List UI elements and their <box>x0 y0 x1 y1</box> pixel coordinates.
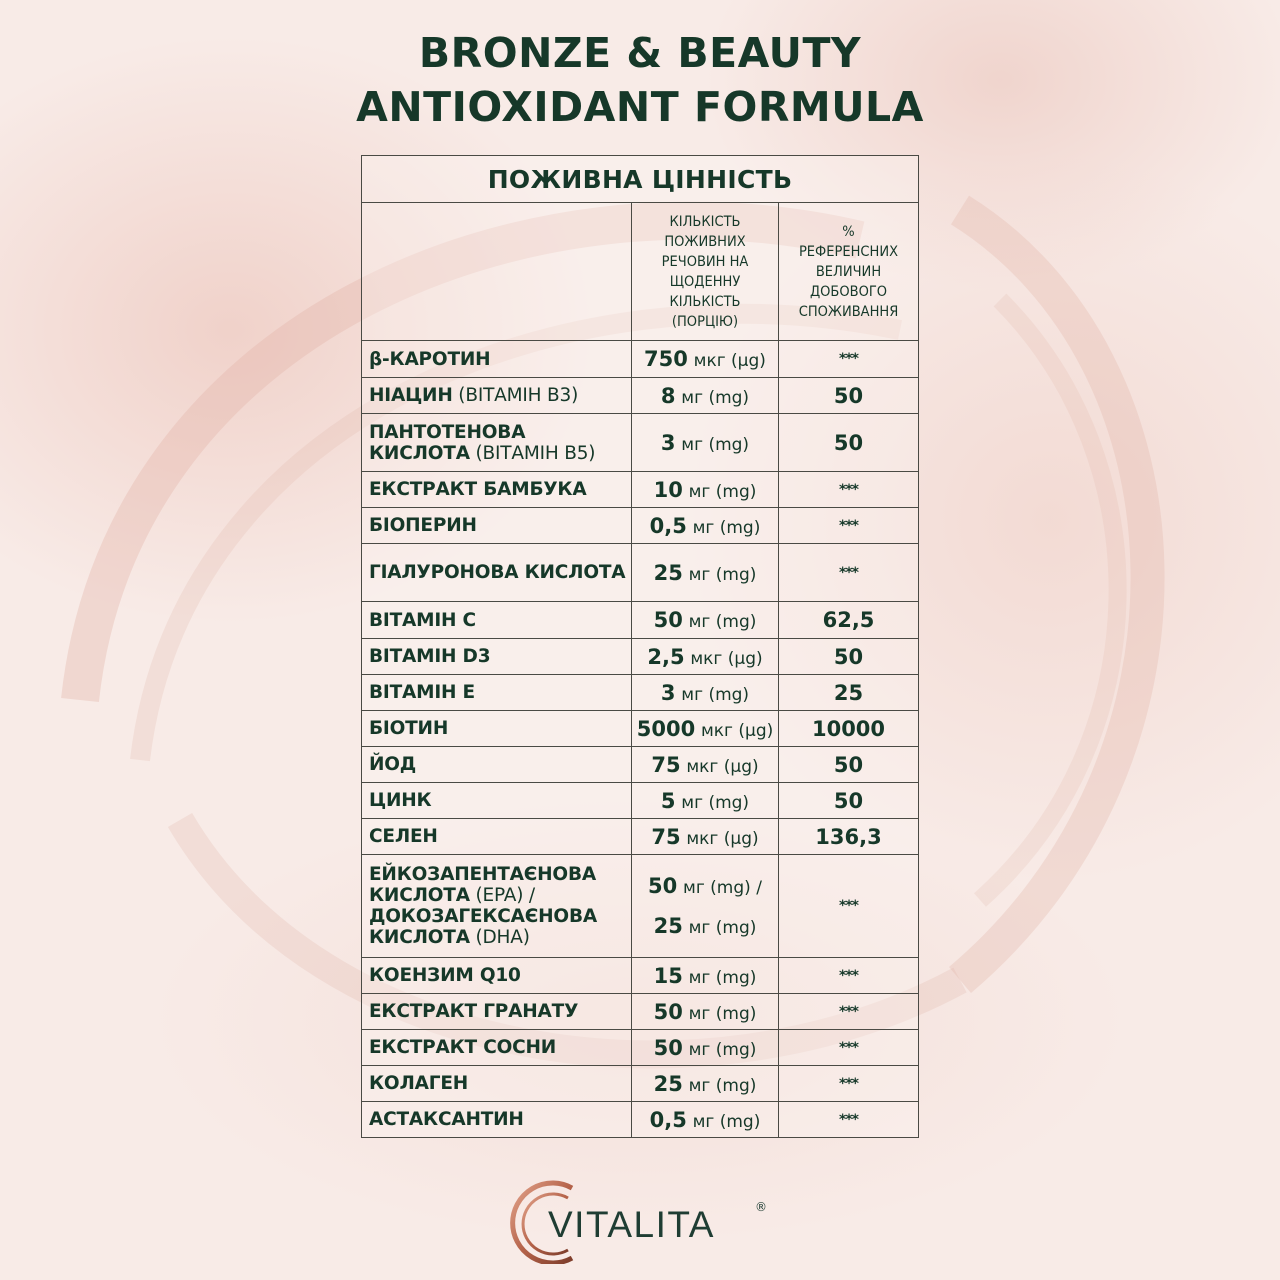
ingredient-name: БІОПЕРИН <box>362 508 632 544</box>
table-row <box>362 711 919 747</box>
ingredient-amount: 75 мкг (µg) <box>632 819 779 855</box>
ingredient-name: ЕКСТРАКТ ГРАНАТУ <box>362 994 632 1030</box>
column-header-amount: КІЛЬКІСТЬ ПОЖИВНИХ РЕЧОВИН НА ЩОДЕННУ КІЛЬКІСТЬ (ПОРЦІЮ) <box>632 203 779 341</box>
ingredient-amount: 50 мг (mg) <box>632 602 779 639</box>
ingredient-name: КОЛАГЕН <box>362 1066 632 1102</box>
ingredient-percent: *** <box>779 1030 919 1066</box>
ingredient-amount: 5000 мкг (µg) <box>632 711 779 747</box>
ingredient-percent: 62,5 <box>779 602 919 639</box>
ingredient-amount: 0,5 мг (mg) <box>632 1102 779 1138</box>
table-row <box>362 508 919 544</box>
ingredient-percent: 50 <box>779 783 919 819</box>
table-row <box>362 994 919 1030</box>
table-row <box>362 414 919 472</box>
ingredient-amount: 3 мг (mg) <box>632 675 779 711</box>
column-header-blank <box>362 203 632 341</box>
ingredient-percent: *** <box>779 855 919 958</box>
ingredient-amount: 0,5 мг (mg) <box>632 508 779 544</box>
ingredient-name: ЦИНК <box>362 783 632 819</box>
table-row <box>362 1030 919 1066</box>
table-row <box>362 341 919 378</box>
ingredient-name: НІАЦИН (ВІТАМІН B3) <box>362 378 632 414</box>
ingredient-amount: 750 мкг (µg) <box>632 341 779 378</box>
column-header-row <box>362 203 919 341</box>
ingredient-name: ВІТАМІН D3 <box>362 639 632 675</box>
ingredient-amount: 50 мг (mg) <box>632 994 779 1030</box>
ingredient-name: ВІТАМІН Е <box>362 675 632 711</box>
ingredient-percent: *** <box>779 994 919 1030</box>
ingredient-name: ЕКСТРАКТ БАМБУКА <box>362 472 632 508</box>
table-heading: ПОЖИВНА ЦІННІСТЬ <box>362 156 919 203</box>
table-row <box>362 675 919 711</box>
ingredient-name: БІОТИН <box>362 711 632 747</box>
ingredient-name: АСТАКСАНТИН <box>362 1102 632 1138</box>
table-row <box>362 472 919 508</box>
table-row <box>362 1102 919 1138</box>
ingredient-amount: 3 мг (mg) <box>632 414 779 472</box>
ingredient-name: СЕЛЕН <box>362 819 632 855</box>
ingredient-percent: 10000 <box>779 711 919 747</box>
ingredient-amount: 5 мг (mg) <box>632 783 779 819</box>
table-row <box>362 958 919 994</box>
ingredient-amount: 75 мкг (µg) <box>632 747 779 783</box>
table-row <box>362 1066 919 1102</box>
ingredient-percent: *** <box>779 544 919 602</box>
registered-mark: ® <box>755 1200 767 1214</box>
ingredient-percent: 50 <box>779 639 919 675</box>
ingredient-amount: 25 мг (mg) <box>632 1066 779 1102</box>
ingredient-name: ЕКСТРАКТ СОСНИ <box>362 1030 632 1066</box>
ingredient-amount: 15 мг (mg) <box>632 958 779 994</box>
ingredient-amount: 10 мг (mg) <box>632 472 779 508</box>
ingredient-percent: 50 <box>779 378 919 414</box>
ingredient-amount: 25 мг (mg) <box>632 544 779 602</box>
ingredient-name: ЙОД <box>362 747 632 783</box>
title-line-2: ANTIOXIDANT FORMULA <box>356 83 924 131</box>
product-title <box>0 26 1280 134</box>
table-heading-row <box>362 156 919 203</box>
ingredient-amount: 8 мг (mg) <box>632 378 779 414</box>
ingredient-amount: 50 мг (mg) / 25 мг (mg) <box>632 855 779 958</box>
ingredient-name: ПАНТОТЕНОВА КИСЛОТА (ВІТАМІН B5) <box>362 414 632 472</box>
ingredient-percent: *** <box>779 472 919 508</box>
ingredient-name: ВІТАМІН С <box>362 602 632 639</box>
ingredient-percent: *** <box>779 508 919 544</box>
ingredient-amount: 50 мг (mg) <box>632 1030 779 1066</box>
column-header-percent: % РЕФЕРЕНСНИХ ВЕЛИЧИН ДОБОВОГО СПОЖИВАННЯ <box>779 203 919 341</box>
ingredient-name: ГІАЛУРОНОВА КИСЛОТА <box>362 544 632 602</box>
nutrition-table <box>361 155 919 1138</box>
table-row <box>362 602 919 639</box>
table-row <box>362 378 919 414</box>
ingredient-amount: 2,5 мкг (µg) <box>632 639 779 675</box>
ingredient-percent: *** <box>779 958 919 994</box>
table-row-epa-dha <box>362 855 919 958</box>
title-line-1: BRONZE & BEAUTY <box>418 29 862 77</box>
ingredient-percent: 25 <box>779 675 919 711</box>
table-row <box>362 544 919 602</box>
ingredient-name: КОЕНЗИМ Q10 <box>362 958 632 994</box>
ingredient-percent: 50 <box>779 747 919 783</box>
brand-logo-text: VITALITA <box>548 1204 715 1245</box>
table-row <box>362 783 919 819</box>
ingredient-percent: *** <box>779 1102 919 1138</box>
ingredient-name: ЕЙКОЗАПЕНТАЄНОВА КИСЛОТА (EPA) / ДОКОЗАГЕКСАЄНОВА КИСЛОТА (DHA) <box>362 855 632 958</box>
table-row <box>362 819 919 855</box>
ingredient-percent: 136,3 <box>779 819 919 855</box>
table-row <box>362 747 919 783</box>
table-row <box>362 639 919 675</box>
ingredient-percent: *** <box>779 341 919 378</box>
ingredient-percent: *** <box>779 1066 919 1102</box>
ingredient-name: β-КАРОТИН <box>362 341 632 378</box>
ingredient-percent: 50 <box>779 414 919 472</box>
